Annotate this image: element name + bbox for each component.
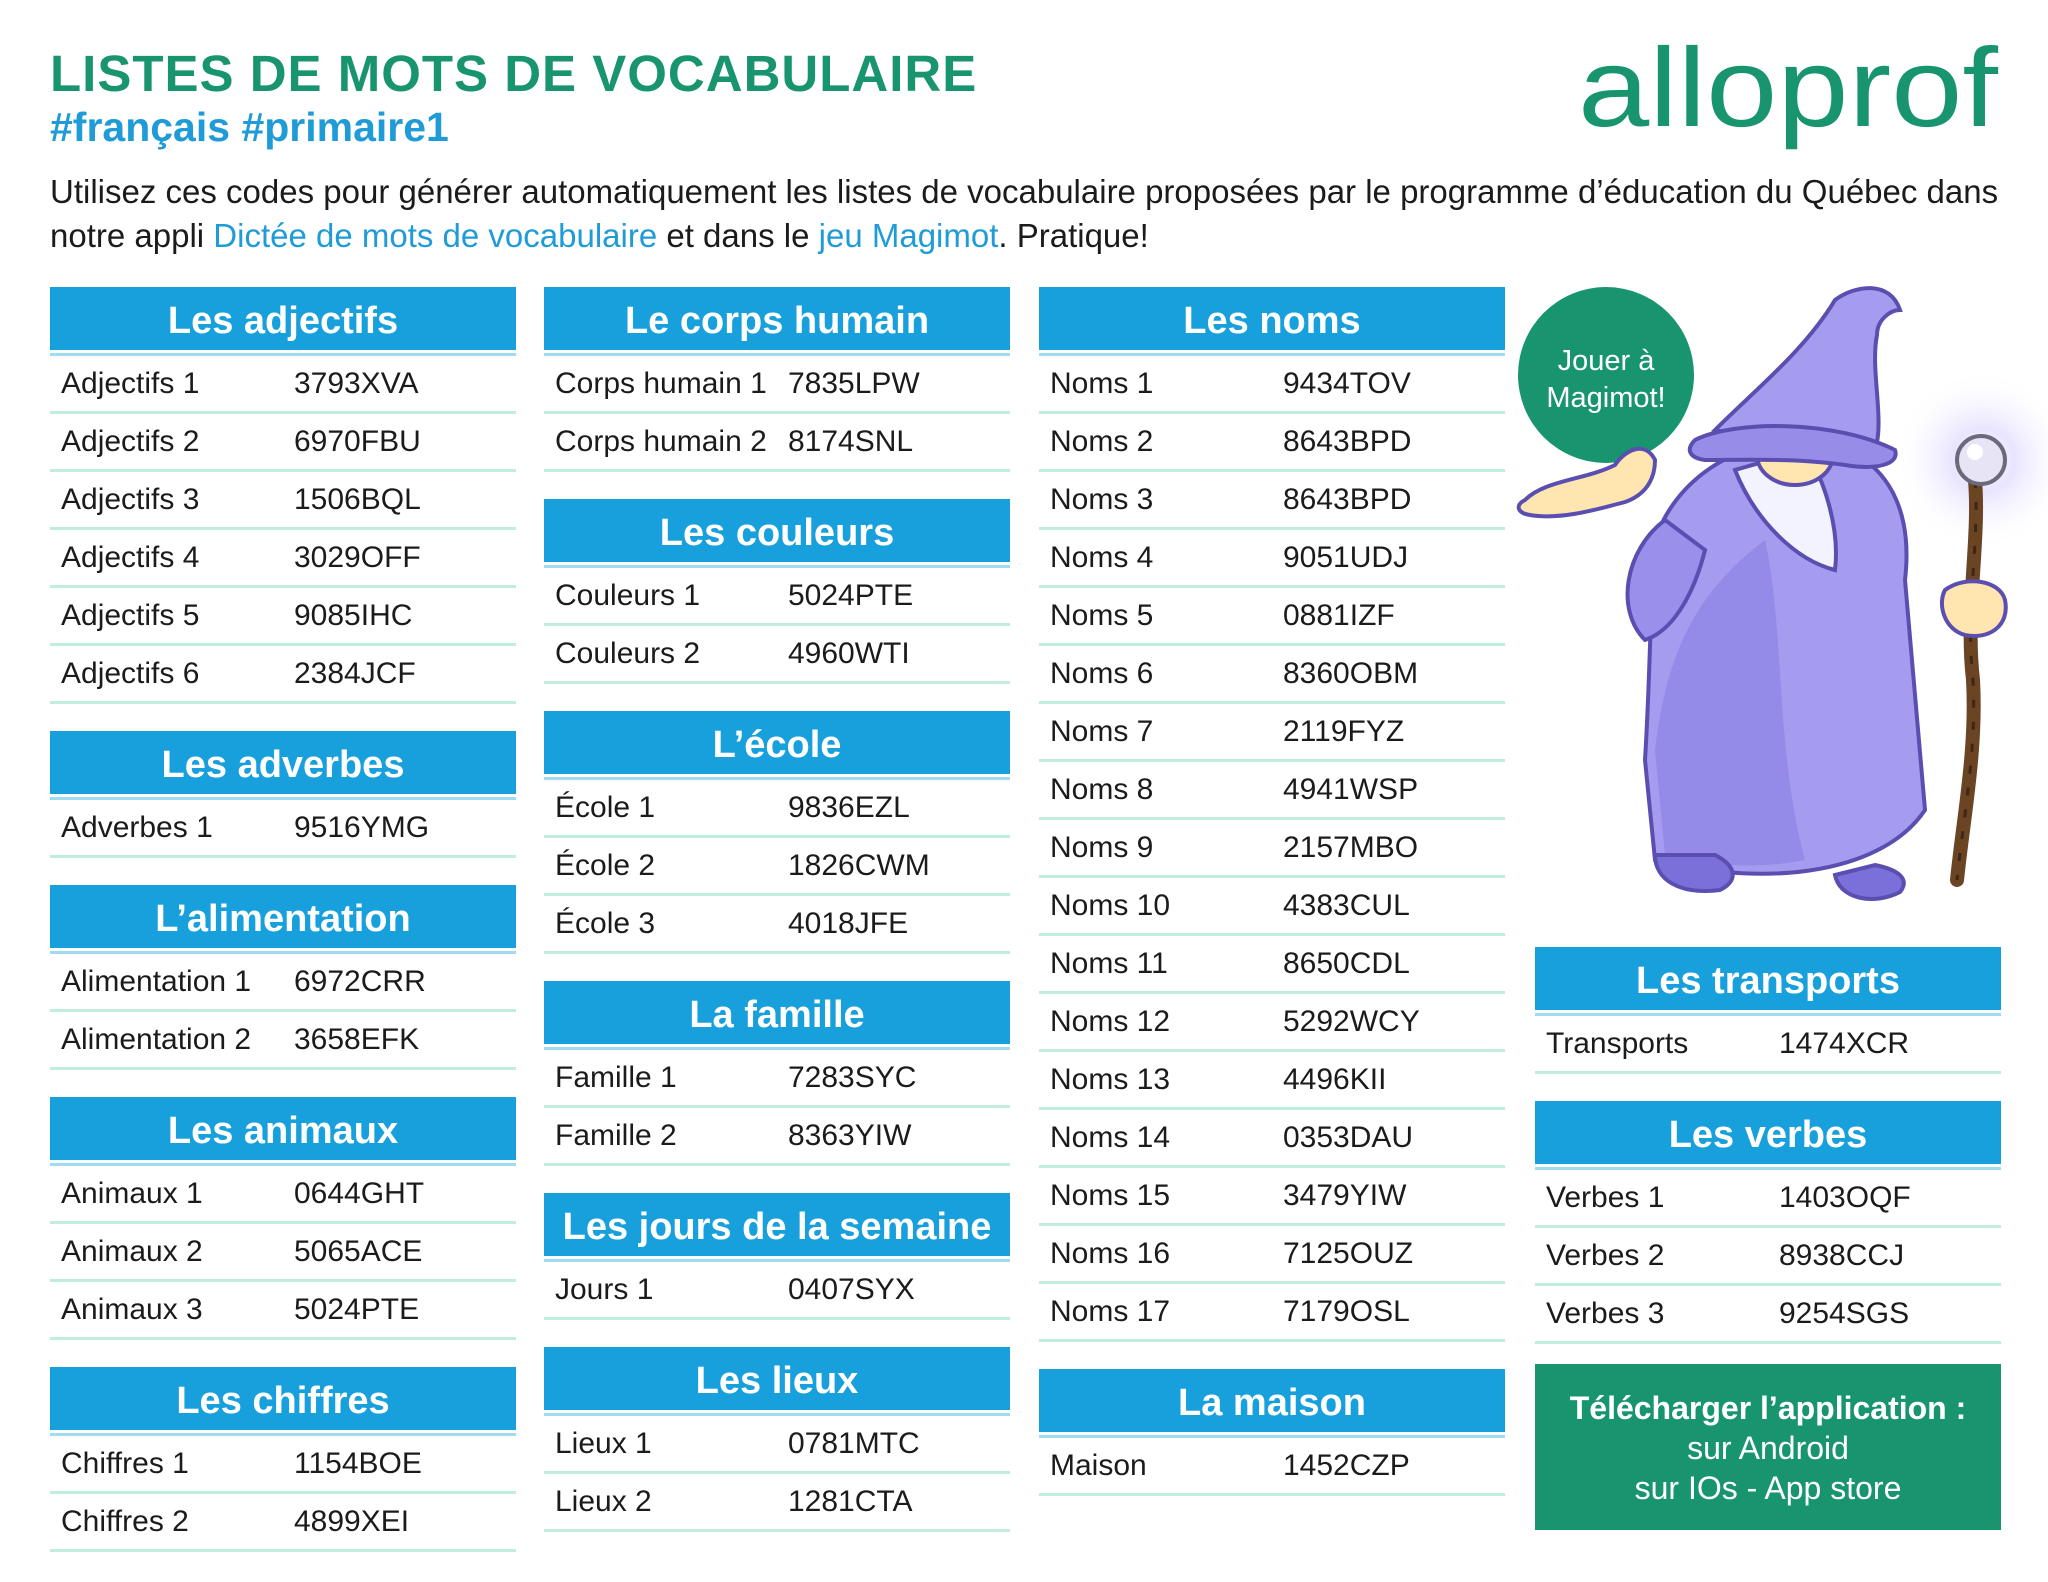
vocab-row [544,626,1010,684]
section-heading: Les adverbes [50,731,516,797]
list-code: 7283SYC [788,1060,917,1094]
android-link[interactable]: sur Android [1687,1430,1849,1466]
list-name: Couleurs 1 [555,578,701,612]
list-name: École 1 [555,790,656,824]
list-name: Adjectifs 1 [61,366,200,400]
list-code: 9254SGS [1779,1296,1910,1330]
vocab-section [1039,287,1505,1342]
vocab-row [1039,762,1505,820]
list-code: 8938CCJ [1779,1238,1905,1272]
download-app-box[interactable] [1535,1364,2001,1530]
vocab-row [544,414,1010,472]
list-name: Noms 1 [1050,366,1154,400]
list-name: Chiffres 2 [61,1504,189,1538]
vocab-section [544,287,1010,472]
list-name: Lieux 2 [555,1484,652,1518]
list-name: Adjectifs 6 [61,656,200,690]
vocab-row [1039,878,1505,936]
hashtags: #français #primaire1 [50,104,449,150]
list-name: Maison [1050,1448,1147,1482]
magimot-wizard-illustration[interactable] [1505,280,2048,920]
list-code: 1154BOE [294,1446,422,1480]
vocab-section [544,1193,1010,1320]
vocab-section [50,1367,516,1552]
list-name: Noms 4 [1050,540,1154,574]
vocab-row [1039,414,1505,472]
list-code: 3658EFK [294,1022,420,1056]
vocab-section [544,711,1010,954]
section-heading: Les couleurs [544,499,1010,565]
list-code: 9836EZL [788,790,910,824]
vocab-row [1039,356,1505,414]
vocab-row [1039,1438,1505,1496]
vocab-row [544,1108,1010,1166]
vocab-row [1039,472,1505,530]
list-name: École 2 [555,848,656,882]
list-name: Alimentation 1 [61,964,252,998]
list-name: Jours 1 [555,1272,654,1306]
vocab-row [1039,1168,1505,1226]
list-name: École 3 [555,906,656,940]
list-code: 8360OBM [1283,656,1419,690]
list-code: 3479YIW [1283,1178,1407,1212]
list-code: 7835LPW [788,366,920,400]
list-code: 9051UDJ [1283,540,1409,574]
list-code: 9085IHC [294,598,413,632]
vocab-row [1039,1226,1505,1284]
list-code: 0644GHT [294,1176,425,1210]
list-code: 6972CRR [294,964,426,998]
list-name: Noms 13 [1050,1062,1171,1096]
vocab-row [50,530,516,588]
list-code: 4960WTI [788,636,910,670]
wizard-left-shoe [1655,855,1733,891]
list-code: 4899XEI [294,1504,410,1538]
section-heading: Les verbes [1535,1101,2001,1167]
list-name: Verbes 2 [1546,1238,1665,1272]
vocab-row [50,1436,516,1494]
bubble-line-2: Magimot! [1546,382,1666,414]
section-heading: Les jours de la semaine [544,1193,1010,1259]
list-name: Verbes 3 [1546,1296,1665,1330]
list-code: 5024PTE [788,578,914,612]
list-code: 0881IZF [1283,598,1395,632]
vocab-row [544,1474,1010,1532]
list-code: 4018JFE [788,906,909,940]
vocab-row [50,588,516,646]
list-code: 5292WCY [1283,1004,1420,1038]
bubble-line-1: Jouer à [1557,345,1655,377]
download-title: Télécharger l’application : [1569,1390,1967,1426]
list-name: Alimentation 2 [61,1022,252,1056]
list-code: 7125OUZ [1283,1236,1414,1270]
dictee-app-link[interactable]: Dictée de mots de vocabulaire [213,217,658,254]
section-heading: Les adjectifs [50,287,516,353]
ios-link[interactable]: sur IOs - App store [1634,1470,1902,1506]
vocab-row [1039,1284,1505,1342]
column-2 [544,287,1010,1559]
section-heading: Les animaux [50,1097,516,1163]
list-name: Noms 10 [1050,888,1171,922]
vocab-section [50,885,516,1070]
list-name: Verbes 1 [1546,1180,1665,1214]
list-name: Animaux 1 [61,1176,203,1210]
section-heading: Les transports [1535,947,2001,1013]
list-code: 0407SYX [788,1272,915,1306]
vocab-row [1039,588,1505,646]
list-code: 1506BQL [294,482,421,516]
list-code: 3793XVA [294,366,419,400]
list-code: 1474XCR [1779,1026,1910,1060]
vocab-section [50,1097,516,1340]
vocab-row [50,1166,516,1224]
list-name: Noms 17 [1050,1294,1171,1328]
column-4 [1535,947,2001,1371]
vocab-row [1535,1016,2001,1074]
vocab-row [50,1494,516,1552]
list-name: Famille 1 [555,1060,677,1094]
list-code: 8643BPD [1283,424,1412,458]
list-name: Corps humain 2 [555,424,767,458]
list-code: 2119FYZ [1283,714,1405,748]
list-name: Adjectifs 5 [61,598,200,632]
list-code: 2384JCF [294,656,416,690]
list-name: Adjectifs 2 [61,424,200,458]
vocab-row [544,838,1010,896]
vocab-row [544,780,1010,838]
vocab-row [1535,1228,2001,1286]
list-name: Adverbes 1 [61,810,213,844]
intro-text: Utilisez ces codes pour générer automatiquement les listes de vocabulaire proposées par le programme d’éducation du Québec dans notre appli Dictée de mots de vocabulaire et dans le jeu Magimot. Pratique! [50,173,1999,254]
list-name: Corps humain 1 [555,366,767,400]
list-name: Noms 5 [1050,598,1154,632]
list-code: 5065ACE [294,1234,423,1268]
list-code: 1403OQF [1779,1180,1911,1214]
list-name: Noms 2 [1050,424,1154,458]
vocab-section [544,499,1010,684]
vocab-row [50,646,516,704]
list-code: 8363YIW [788,1118,912,1152]
list-name: Animaux 2 [61,1234,203,1268]
column-3 [1039,287,1505,1523]
vocab-row [1039,1052,1505,1110]
vocab-section [1039,1369,1505,1496]
list-name: Adjectifs 3 [61,482,200,516]
vocab-row [1039,936,1505,994]
vocab-row [50,1282,516,1340]
list-code: 9434TOV [1283,366,1411,400]
vocab-row [544,896,1010,954]
vocab-row [544,1050,1010,1108]
list-name: Adjectifs 4 [61,540,200,574]
wizard-right-hand [1942,581,2006,636]
vocab-row [50,1224,516,1282]
vocab-row [50,954,516,1012]
vocab-row [544,356,1010,414]
vocab-row [50,356,516,414]
list-code: 7179OSL [1283,1294,1410,1328]
vocab-row [1039,530,1505,588]
vocab-row [1039,994,1505,1052]
vocab-row [544,568,1010,626]
list-name: Chiffres 1 [61,1446,189,1480]
list-name: Noms 14 [1050,1120,1171,1154]
list-name: Noms 8 [1050,772,1154,806]
vocab-row [1039,646,1505,704]
section-heading: La famille [544,981,1010,1047]
list-code: 9516YMG [294,810,430,844]
vocab-section [50,287,516,704]
section-heading: L’école [544,711,1010,777]
list-name: Transports [1546,1026,1689,1060]
list-code: 0781MTC [788,1426,920,1460]
list-code: 1281CTA [788,1484,913,1518]
vocab-row [50,472,516,530]
list-code: 5024PTE [294,1292,420,1326]
list-name: Noms 3 [1050,482,1154,516]
list-code: 0353DAU [1283,1120,1414,1154]
list-name: Noms 12 [1050,1004,1171,1038]
vocab-row [1535,1286,2001,1344]
list-name: Noms 15 [1050,1178,1171,1212]
section-heading: L’alimentation [50,885,516,951]
list-code: 8650CDL [1283,946,1410,980]
list-name: Noms 6 [1050,656,1154,690]
page-title: LISTES DE MOTS DE VOCABULAIRE [50,45,978,102]
section-heading: Les chiffres [50,1367,516,1433]
list-code: 3029OFF [294,540,421,574]
vocab-row [544,1262,1010,1320]
list-code: 2157MBO [1283,830,1419,864]
wizard-right-shoe [1835,865,1904,899]
list-code: 1452CZP [1283,1448,1410,1482]
list-name: Lieux 1 [555,1426,652,1460]
logo-text: alloprof [1578,40,2000,150]
vocab-row [1039,704,1505,762]
list-code: 8643BPD [1283,482,1412,516]
list-code: 6970FBU [294,424,421,458]
vocab-row [50,800,516,858]
section-heading: Les lieux [544,1347,1010,1413]
list-code: 4383CUL [1283,888,1410,922]
magimot-game-link[interactable]: jeu Magimot [818,217,999,254]
vocab-row [544,1416,1010,1474]
vocab-section [544,1347,1010,1532]
vocab-section [50,731,516,858]
list-name: Noms 16 [1050,1236,1171,1270]
list-name: Noms 11 [1050,946,1168,980]
list-name: Noms 9 [1050,830,1154,864]
section-heading: Les noms [1039,287,1505,353]
list-code: 8174SNL [788,424,914,458]
list-code: 4496KII [1283,1062,1387,1096]
section-heading: La maison [1039,1369,1505,1435]
list-name: Famille 2 [555,1118,677,1152]
vocab-row [50,414,516,472]
section-heading: Le corps humain [544,287,1010,353]
column-1 [50,287,516,1579]
vocab-section [1535,947,2001,1074]
list-name: Noms 7 [1050,714,1154,748]
vocab-section [544,981,1010,1166]
list-name: Couleurs 2 [555,636,701,670]
vocab-row [1535,1170,2001,1228]
staff-orb [1957,436,2005,484]
vocab-section [1535,1101,2001,1344]
vocab-row [50,1012,516,1070]
alloprof-logo[interactable] [1578,40,2002,150]
list-code: 4941WSP [1283,772,1419,806]
vocab-row [1039,820,1505,878]
list-code: 1826CWM [788,848,930,882]
list-name: Animaux 3 [61,1292,203,1326]
vocab-row [1039,1110,1505,1168]
